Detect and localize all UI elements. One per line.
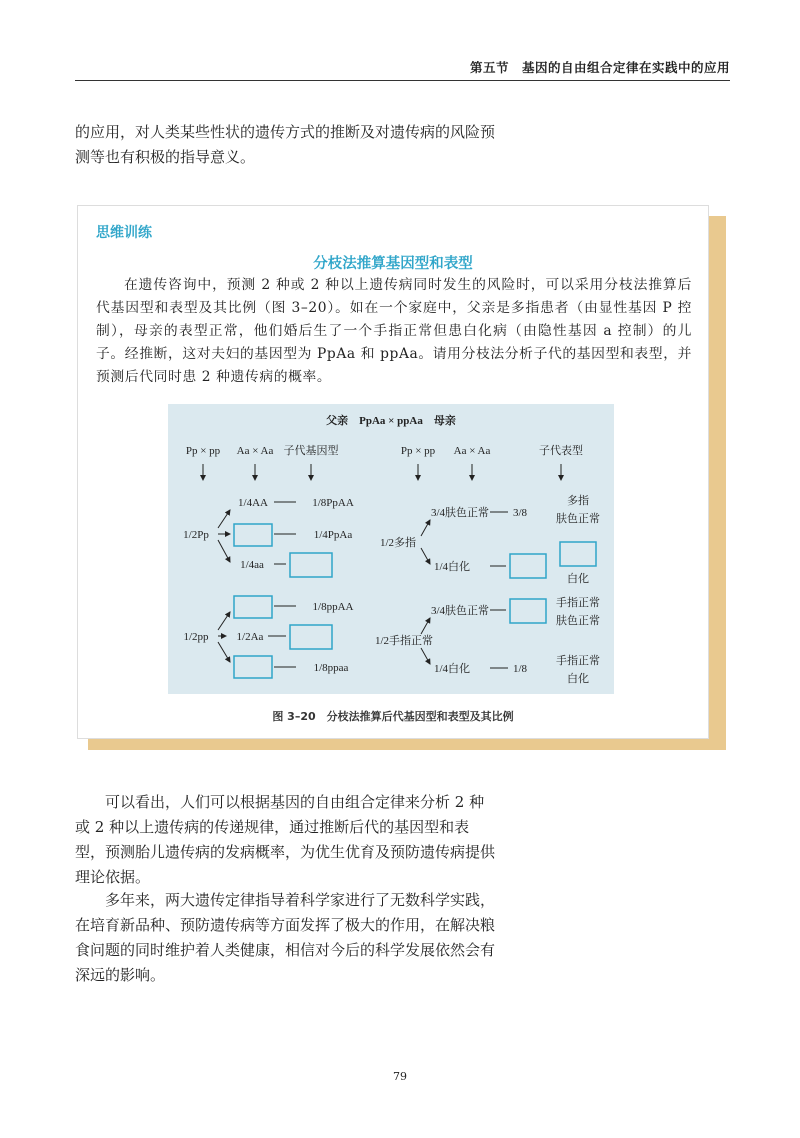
right-1-8: 1/8 — [512, 663, 528, 675]
right-1-2-polydactyly: 1/2多指 — [379, 537, 417, 549]
thinking-box — [78, 206, 708, 738]
right-1-4-albino-1: 1/4白化 — [433, 561, 471, 573]
right-result-3a: 手指正常 — [556, 597, 600, 609]
branch-diagram — [168, 404, 614, 694]
right-result-4b: 白化 — [567, 673, 589, 685]
left-1-4aa: 1/4aa — [240, 559, 264, 571]
right-3-4-skin-normal-2: 3/4肤色正常 — [430, 605, 490, 617]
page-number: 79 — [393, 1070, 407, 1083]
left-1-8PpAA: 1/8PpAA — [312, 497, 354, 509]
intro-paragraph: 的应用，对人类某些性状的遗传方式的推断及对遗传病的风险预测等也有积极的指导意义。 — [75, 123, 496, 166]
figure-parents-label: 父亲 PpAa × ppAa 母亲 — [326, 415, 456, 427]
thinking-box-label: 思维训练 — [96, 225, 152, 241]
right-3-8: 3/8 — [512, 507, 528, 519]
body-paragraph-1: 可以看出，人们可以根据基因的自由组合定律来分析 2 种或 2 种以上遗传病的传递规律，通过推断后代的基因型和表型，预测胎儿遗传病的发病概率，为优生优育及预防遗传病提供理论依据。 — [75, 793, 496, 886]
right-result-1a: 多指 — [567, 495, 589, 507]
right-result-1b: 肤色正常 — [556, 513, 600, 525]
right-1-4-albino-2: 1/4白化 — [433, 663, 471, 675]
right-header-pp: Pp × pp — [400, 445, 436, 457]
blank-box-5[interactable] — [234, 656, 272, 678]
branch-diagram-svg — [168, 404, 614, 694]
body-paragraph-2: 多年来，两大遗传定律指导着科学家进行了无数科学实践，在培育新品种、预防遗传病等方面发挥了极大的作用，在解决粮食问题的同时维护着人类健康，相信对今后的科学发展依然会有深远的影响。 — [75, 891, 496, 984]
blank-box-7[interactable] — [560, 542, 596, 566]
left-1-2pp: 1/2pp — [183, 631, 209, 643]
right-3-4-skin-normal-1: 3/4肤色正常 — [430, 507, 490, 519]
left-branch-up-2 — [218, 612, 230, 630]
left-1-4AA: 1/4AA — [238, 497, 268, 509]
left-header-pp: Pp × pp — [185, 445, 221, 457]
right-result-3b: 肤色正常 — [556, 615, 600, 627]
blank-box-2[interactable] — [290, 553, 332, 577]
thinking-box-title: 分枝法推算基因型和表型 — [313, 256, 473, 272]
blank-box-6[interactable] — [510, 554, 546, 578]
left-1-2Pp: 1/2Pp — [183, 529, 209, 541]
right-result-4a: 手指正常 — [556, 655, 600, 667]
blank-box-1[interactable] — [234, 524, 272, 546]
left-branch-down-2 — [218, 642, 230, 662]
thinking-box-text: 在遗传咨询中，预测 2 种或 2 种以上遗传病同时发生的风险时，可以采用分枝法推算后代基因型和表型及其比例（图 3–20）。如在一个家庭中，父亲是多指患者（由显性基因 P 控制），母亲的表型正常，他们婚后生了一个手指正常但患白化病（由隐性基因 a 控制）的儿子。经推断，这对夫妇的基因型为 PpAa 和 ppAa。请用分枝法分析子代的基因型和表型，并预测后代同时患 2 种遗传病的概率。 — [96, 277, 692, 385]
left-1-8ppAA: 1/8ppAA — [312, 601, 354, 613]
blank-box-3[interactable] — [234, 596, 272, 618]
right-result-2: 白化 — [567, 573, 589, 585]
left-header-aa: Aa × Aa — [236, 445, 274, 457]
right-header-aa: Aa × Aa — [453, 445, 491, 457]
blank-box-4[interactable] — [290, 625, 332, 649]
left-1-4PpAa: 1/4PpAa — [313, 529, 353, 541]
right-branch-down-2 — [421, 648, 430, 664]
right-branch-up-2 — [421, 618, 430, 634]
left-branch-down-1 — [218, 540, 230, 562]
left-header-genotype: 子代基因型 — [283, 445, 339, 457]
chapter-section-title: 第五节 基因的自由组合定律在实践中的应用 — [469, 60, 730, 75]
figure-caption: 图 3–20 分枝法推算后代基因型和表型及其比例 — [272, 710, 514, 723]
right-branch-up-1 — [421, 520, 430, 536]
right-branch-down-1 — [421, 548, 430, 564]
left-branch-up-1 — [218, 510, 230, 528]
page-header — [75, 58, 730, 81]
right-1-2-normal-fingers: 1/2手指正常 — [374, 635, 434, 647]
right-header-phenotype: 子代表型 — [539, 445, 583, 457]
left-1-8ppaa: 1/8ppaa — [313, 662, 349, 674]
blank-box-8[interactable] — [510, 599, 546, 623]
left-1-2Aa: 1/2Aa — [236, 631, 264, 643]
